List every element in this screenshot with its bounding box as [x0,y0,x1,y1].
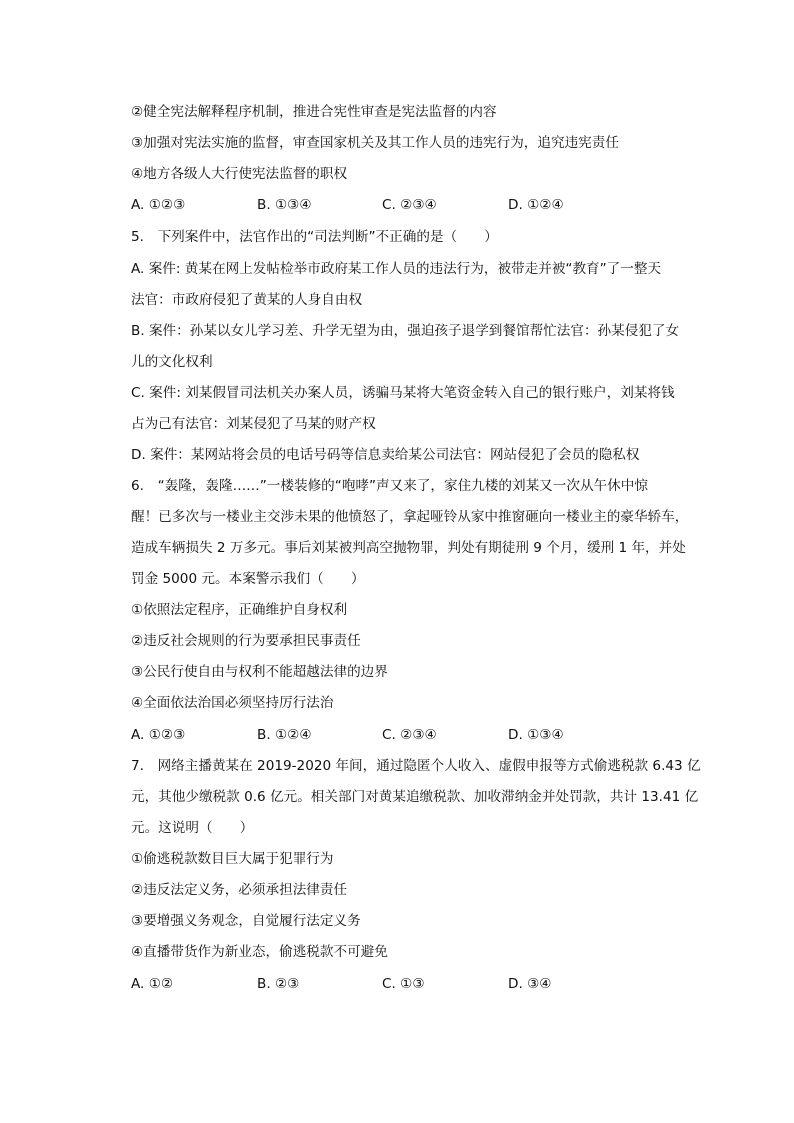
q6-stem-line-1: 6. “轰隆，轰隆……”一楼装修的“咆哮”声又来了，家住九楼的刘某又一次从午休中惊 [131,478,648,494]
q4-option-b: B. ①③④ [257,197,312,213]
q5-line-3: B. 案件：孙某以女儿学习差、升学无望为由，强迫孩子退学到餐馆帮忙法官：孙某侵犯了女 [131,323,680,339]
q7-stem-line-3: 元。这说明（ ） [131,820,254,836]
q7-options [131,975,691,993]
q5-line-4: 儿的文化权利 [131,354,213,370]
q5-stem: 5. 下列案件中，法官作出的“司法判断”不正确的是（ ） [131,229,498,245]
q6-item-1: ①依照法定程序，正确维护自身权利 [131,602,348,618]
q4-option-a: A. ①②③ [131,197,186,213]
q6-item-2: ②违反社会规则的行为要承担民事责任 [131,633,361,649]
q7-option-a: A. ①② [131,976,174,992]
q7-item-4: ④直播带货作为新业态，偷逃税款不可避免 [131,944,388,960]
q4-item-2: ②健全宪法解释程序机制，推进合宪性审查是宪法监督的内容 [131,104,497,120]
q5-line-2: 法官：市政府侵犯了黄某的人身自由权 [131,292,363,308]
q7-item-3: ③要增强义务观念，自觉履行法定义务 [131,913,361,929]
q6-option-b: B. ①②④ [257,727,312,743]
q6-options [131,726,691,744]
q5-line-6: 占为己有法官：刘某侵犯了马某的财产权 [131,416,376,432]
q4-options [131,196,691,214]
q4-option-c: C. ②③④ [382,197,437,213]
q6-stem-line-3: 造成车辆损失 2 万多元。事后刘某被判高空抛物罪，判处有期徒刑 9 个月，缓刑 1 年，并处 [131,540,686,556]
q7-stem-line-2: 元，其他少缴税款 0.6 亿元。相关部门对黄某追缴税款、加收滞纳金并处罚款，共计 13.41 亿 [131,789,699,805]
q6-stem-line-2: 醒！已多次与一楼业主交涉未果的他愤怒了，拿起哑铃从家中推窗砸向一楼业主的豪华轿车， [131,509,689,525]
q4-option-d: D. ①②④ [508,197,564,213]
q7-option-c: C. ①③ [382,976,425,992]
q4-item-4: ④地方各级人大行使宪法监督的职权 [131,166,348,182]
q6-item-4: ④全面依法治国必须坚持厉行法治 [131,695,334,711]
q4-item-3: ③加强对宪法实施的监督，审查国家机关及其工作人员的违宪行为，追究违宪责任 [131,135,619,151]
q6-option-a: A. ①②③ [131,727,186,743]
q6-stem-line-4: 罚金 5000 元。本案警示我们（ ） [131,571,365,587]
q7-item-1: ①偷逃税款数目巨大属于犯罪行为 [131,851,334,867]
q7-option-d: D. ③④ [508,976,552,992]
q7-stem-line-1: 7. 网络主播黄某在 2019-2020 年间，通过隐匿个人收入、虚假申报等方式偷逃税款 6.43 亿 [131,758,701,774]
q5-line-5: C. 案件: 刘某假冒司法机关办案人员，诱骗马某将大笔资金转入自己的银行账户，刘某将钱 [131,385,675,401]
q7-option-b: B. ②③ [257,976,300,992]
q5-line-1: A. 案件: 黄某在网上发帖检举市政府某工作人员的违法行为，被带走并被“教育”了一整天 [131,261,662,277]
q5-line-7: D. 案件：某网站将会员的电话号码等信息卖给某公司法官：网站侵犯了会员的隐私权 [131,447,640,463]
q6-option-d: D. ①③④ [508,727,564,743]
q6-item-3: ③公民行使自由与权利不能超越法律的边界 [131,664,388,680]
q6-option-c: C. ②③④ [382,727,437,743]
q7-item-2: ②违反法定义务，必须承担法律责任 [131,882,348,898]
